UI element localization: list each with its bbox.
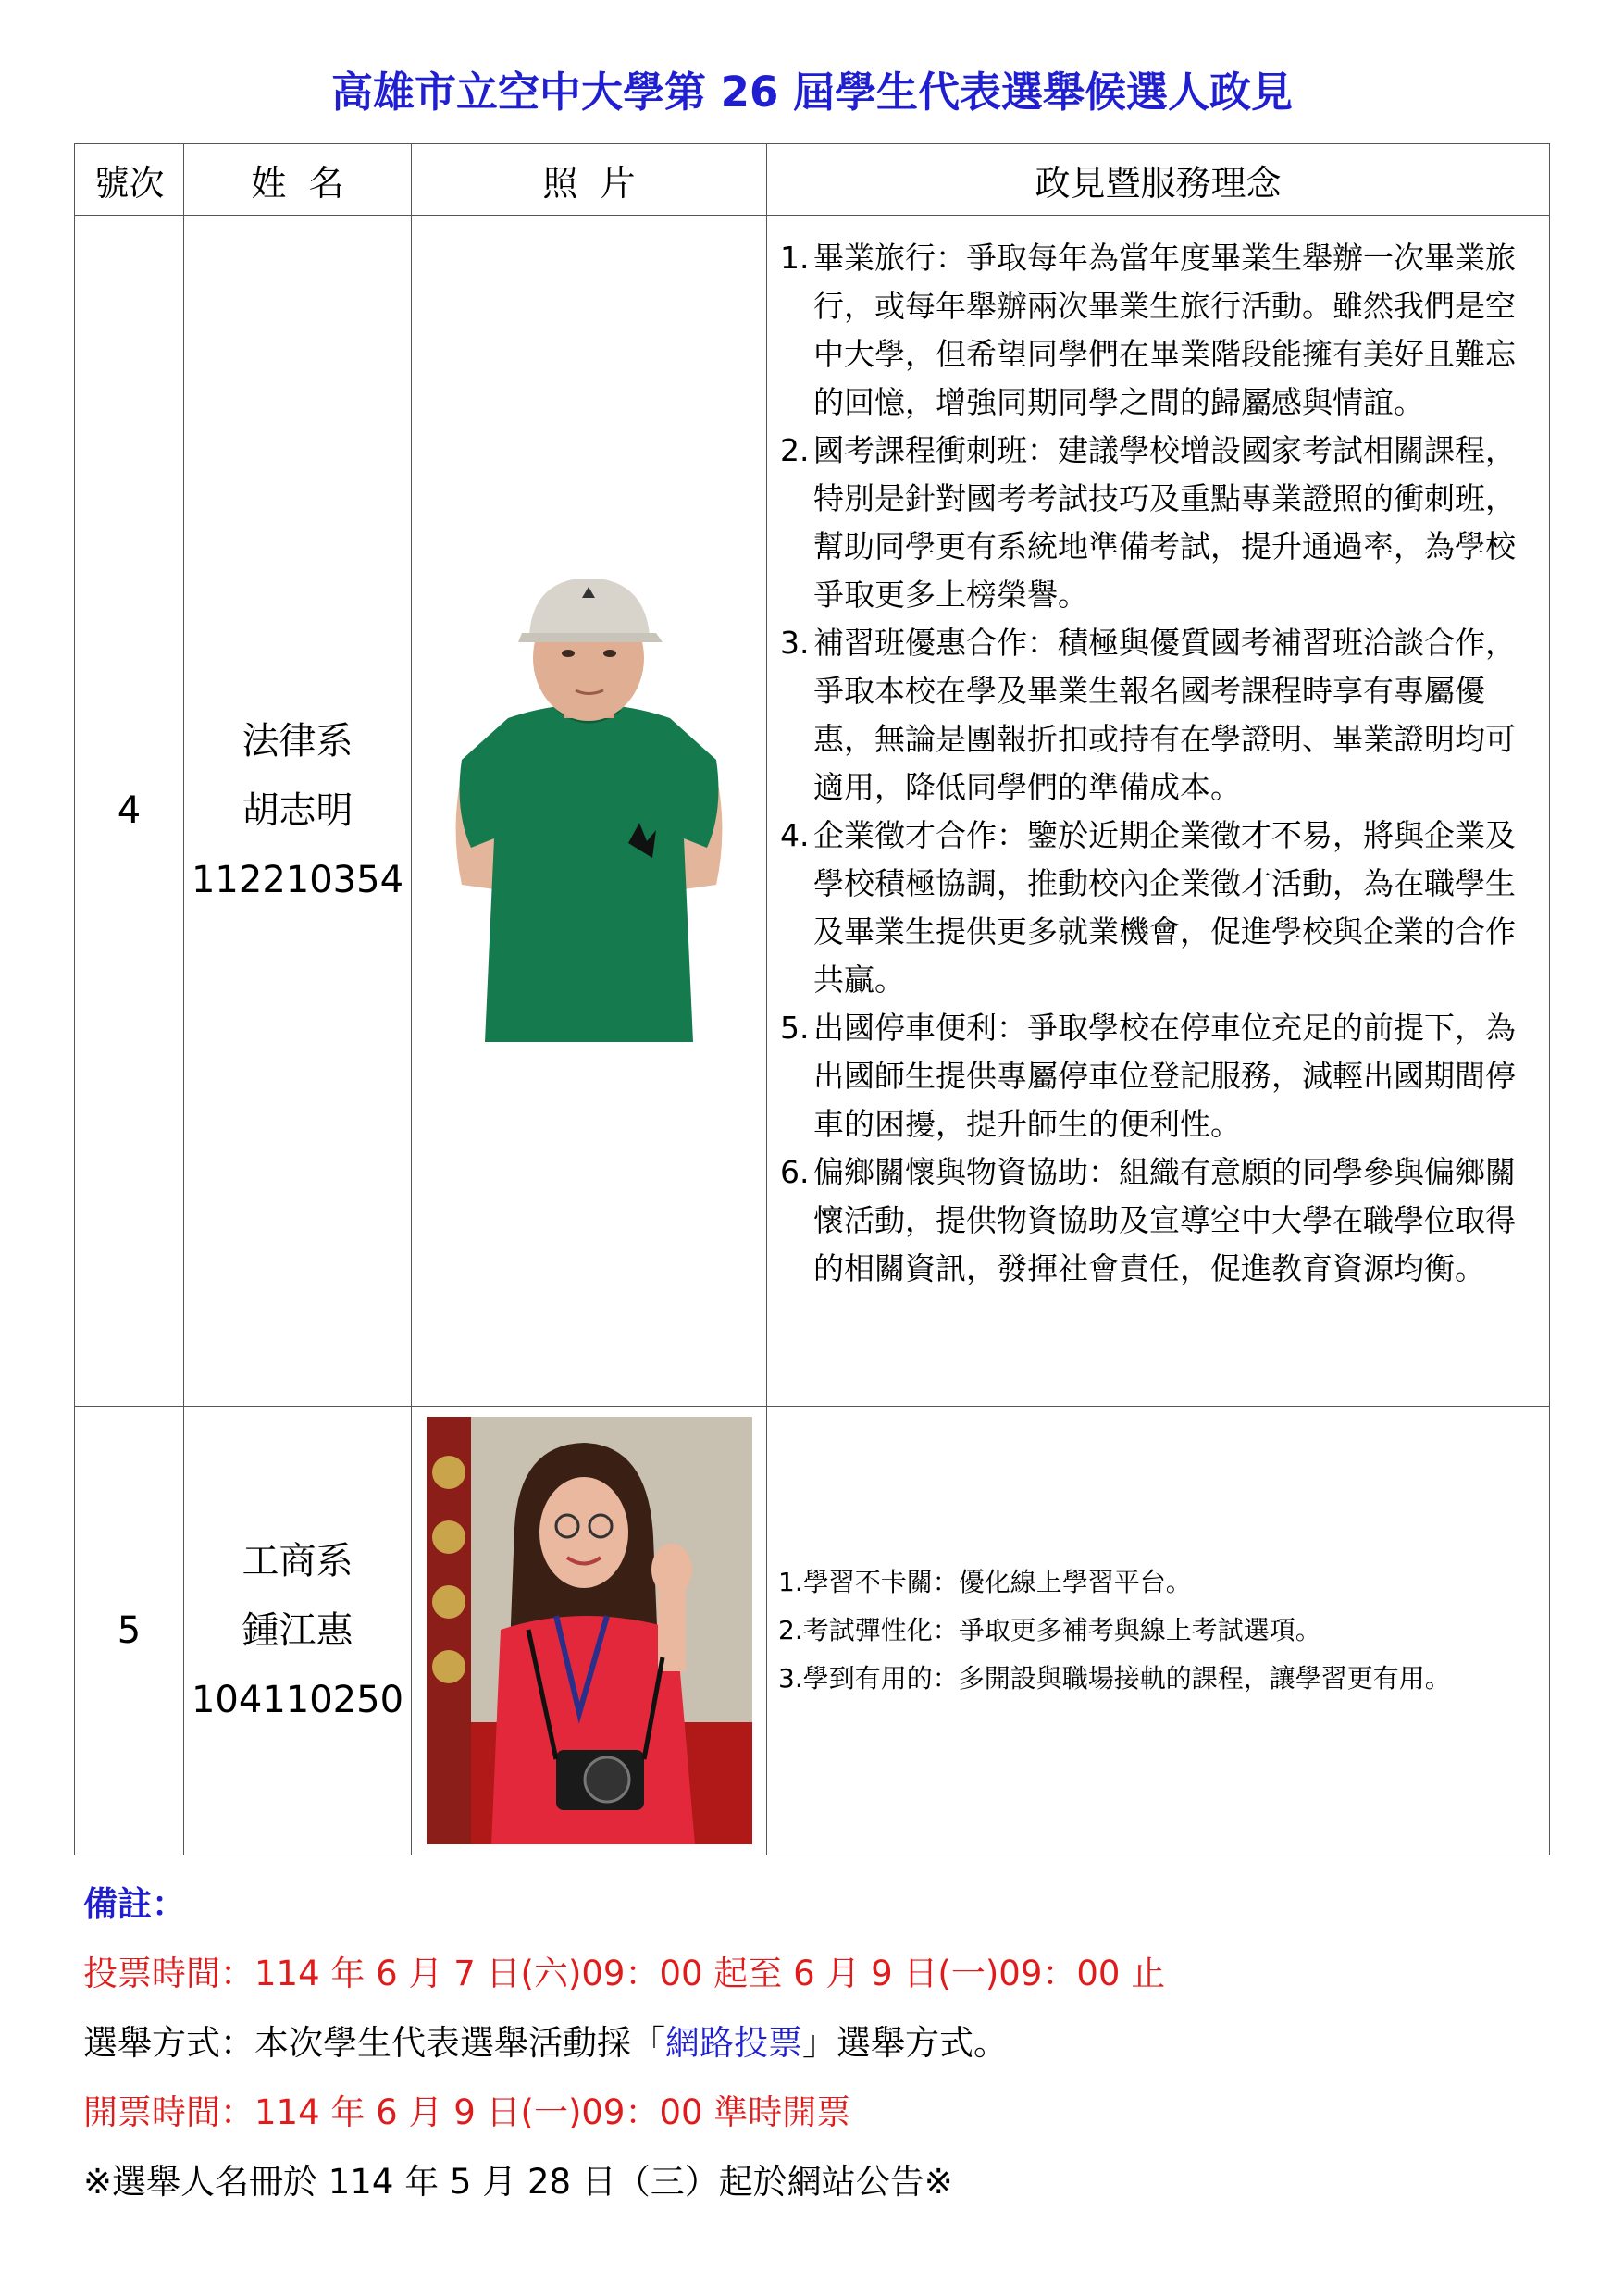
list-item: 2.考試彈性化：爭取更多補考與線上考試選項。 bbox=[778, 1615, 1321, 1645]
list-item: 5. 出國停車便利：爭取學校在停車位充足的前提下，為出國師生提供專屬停車位登記服務，減輕出國期間停車的困擾，提升師生的便利性。 bbox=[780, 1010, 1516, 1142]
voting-time: 投票時間：114 年 6 月 7 日(六)09：00 起至 6 月 9 日(一)09：00 止 bbox=[83, 1954, 1166, 1993]
candidate-student-id: 104110250 bbox=[191, 1678, 404, 1721]
candidate-photo bbox=[429, 579, 749, 1042]
header-name: 姓 名 bbox=[184, 144, 412, 216]
list-item: 6. 偏鄉關懷與物資協助：組織有意願的同學參與偏鄉關懷活動，提供物資協助及宣導空中大學在職學位取得的相關資訊，發揮社會責任，促進教育資源均衡。 bbox=[780, 1154, 1516, 1286]
list-item: 1. 畢業旅行：爭取每年為當年度畢業生舉辦一次畢業旅行，或每年舉辦兩次畢業生旅行活動。雖然我們是空中大學，但希望同學們在畢業階段能擁有美好且難忘的回憶，增強同期同學之間的歸屬感與情誼。 bbox=[780, 240, 1516, 420]
table-header-row bbox=[75, 144, 1550, 216]
list-item: 3. 補習班優惠合作：積極與優質國考補習班洽談合作，爭取本校在學及畢業生報名國考課程時享有專屬優惠，無論是團報折扣或持有在學證明、畢業證明均可適用，降低同學們的準備成本。 bbox=[780, 625, 1516, 805]
list-item: 2. 國考課程衝刺班：建議學校增設國家考試相關課程，特別是針對國考考試技巧及重點專業證照的衝刺班，幫助同學更有系統地準備考試，提升通過率，為學校爭取更多上榜榮譽。 bbox=[780, 432, 1516, 613]
header-photo: 照 片 bbox=[412, 144, 767, 216]
candidate-department: 法律系 bbox=[242, 719, 353, 763]
candidate-platform bbox=[767, 216, 1550, 1407]
notes-heading: 備註： bbox=[83, 1884, 186, 1924]
candidate-info bbox=[184, 1407, 412, 1855]
candidate-department: 工商系 bbox=[242, 1539, 353, 1582]
candidate-photo bbox=[427, 1417, 752, 1844]
election-method: 選舉方式：本次學生代表選舉活動採「網路投票」選舉方式。 bbox=[83, 2023, 1008, 2063]
candidate-photo-cell bbox=[412, 216, 767, 1407]
candidate-info bbox=[184, 216, 412, 1407]
candidate-photo-cell bbox=[412, 1407, 767, 1855]
candidates-table bbox=[74, 143, 1550, 1855]
table-row bbox=[75, 1407, 1550, 1855]
page-title: 高雄市立空中大學第 26 屆學生代表選舉候選人政見 bbox=[331, 68, 1293, 117]
header-platform: 政見暨服務理念 bbox=[767, 144, 1550, 216]
table-row bbox=[75, 216, 1550, 1407]
header-number: 號次 bbox=[75, 144, 184, 216]
candidate-number: 5 bbox=[75, 1407, 184, 1855]
platform-list bbox=[767, 216, 1549, 1306]
list-item: 4. 企業徵才合作：鑒於近期企業徵才不易，將與企業及學校積極協調，推動校內企業徵才活動，為在職學生及畢業生提供更多就業機會，促進學校與企業的合作共贏。 bbox=[780, 817, 1516, 998]
counting-time: 開票時間：114 年 6 月 9 日(一)09：00 準時開票 bbox=[83, 2092, 851, 2132]
candidate-number: 4 bbox=[75, 216, 184, 1407]
list-item: 3.學到有用的：多開設與職場接軌的課程，讓學習更有用。 bbox=[778, 1663, 1451, 1694]
notes-section bbox=[83, 1869, 1555, 2216]
candidate-name: 胡志明 bbox=[242, 788, 353, 832]
candidate-platform bbox=[767, 1407, 1550, 1855]
candidate-student-id: 112210354 bbox=[191, 858, 404, 901]
platform-list bbox=[767, 1558, 1549, 1703]
online-voting-highlight: 網路投票 bbox=[665, 2023, 802, 2063]
roster-notice: ※選舉人名冊於 114 年 5 月 28 日（三）起於網站公告※ bbox=[83, 2162, 953, 2202]
candidate-name: 鍾江惠 bbox=[242, 1608, 353, 1652]
list-item: 1.學習不卡關：優化線上學習平台。 bbox=[778, 1567, 1192, 1597]
